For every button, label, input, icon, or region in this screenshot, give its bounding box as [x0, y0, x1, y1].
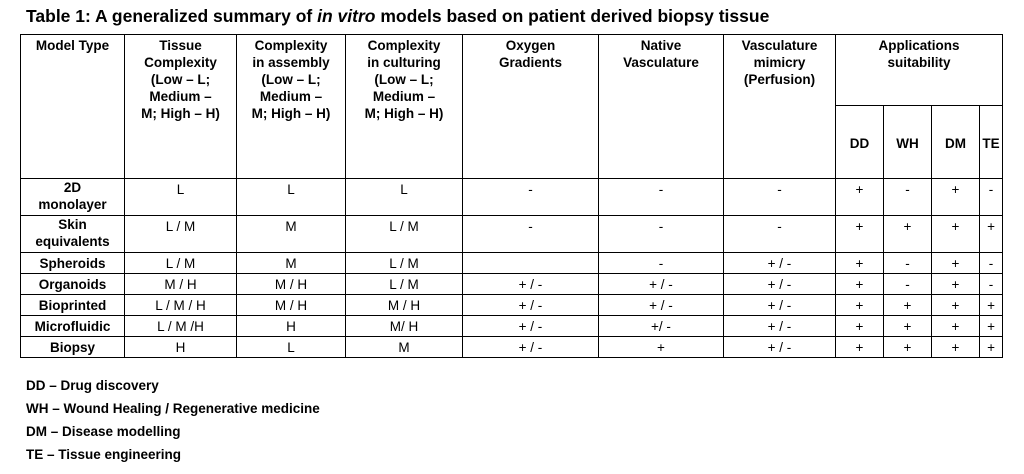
- cell-wh: +: [884, 316, 932, 337]
- cell-mimicry: + / -: [724, 337, 836, 358]
- cell-dd: +: [836, 179, 884, 216]
- title-text-italic: in vitro: [317, 6, 376, 26]
- model-type-cell: [21, 337, 125, 358]
- header-applications-suitability: [836, 35, 1003, 106]
- legend-te: TE – Tissue engineering: [26, 447, 182, 462]
- cell-native: -: [599, 216, 724, 253]
- cell-te: -: [980, 253, 1003, 274]
- cell-dm: +: [932, 337, 980, 358]
- model-type-cell: [21, 295, 125, 316]
- cell-oxygen: + / -: [463, 295, 599, 316]
- cell-wh: +: [884, 295, 932, 316]
- header-dm: DM: [932, 106, 980, 179]
- cell-tissue: H: [125, 337, 237, 358]
- cell-te: +: [980, 337, 1003, 358]
- header-model-type: Model Type: [21, 35, 125, 179]
- table-row: [21, 337, 1003, 358]
- header-tissue-complexity: [125, 35, 237, 179]
- cell-native: +/ -: [599, 316, 724, 337]
- cell-oxygen: [463, 253, 599, 274]
- cell-oxygen: -: [463, 216, 599, 253]
- header-line: M; High – H): [141, 106, 220, 121]
- cell-tissue: L / M: [125, 216, 237, 253]
- table-row: [21, 179, 1003, 216]
- header-line: mimicry: [753, 55, 806, 70]
- cell-assembly: M: [237, 253, 346, 274]
- model-type-cell: [21, 253, 125, 274]
- cell-native: +: [599, 337, 724, 358]
- cell-tissue: L / M /H: [125, 316, 237, 337]
- summary-table: [20, 34, 1003, 358]
- header-line: Complexity: [144, 55, 217, 70]
- cell-mimicry: -: [724, 216, 836, 253]
- cell-culturing: M/ H: [346, 316, 463, 337]
- cell-assembly: H: [237, 316, 346, 337]
- cell-oxygen: + / -: [463, 337, 599, 358]
- cell-tissue: L / M / H: [125, 295, 237, 316]
- header-line: Gradients: [498, 55, 563, 70]
- cell-mimicry: + / -: [724, 274, 836, 295]
- cell-native: + / -: [599, 295, 724, 316]
- header-oxygen-gradients: [463, 35, 599, 179]
- header-line: (Low – L;: [150, 72, 211, 87]
- header-line: suitability: [887, 55, 951, 70]
- cell-mimicry: -: [724, 179, 836, 216]
- model-type-cell: [21, 179, 125, 216]
- cell-te: +: [980, 295, 1003, 316]
- cell-te: +: [980, 316, 1003, 337]
- header-line: Medium –: [149, 89, 212, 104]
- model-type-cell: [21, 316, 125, 337]
- title-text-start: Table 1: A generalized summary of: [26, 6, 318, 26]
- header-line: in culturing: [367, 55, 441, 70]
- model-type-cell: [21, 216, 125, 253]
- header-line: M; High – H): [251, 106, 331, 121]
- legend-wh: WH – Wound Healing / Regenerative medicine: [26, 401, 320, 416]
- cell-te: -: [980, 274, 1003, 295]
- header-line: Vasculature: [623, 55, 699, 70]
- cell-oxygen: + / -: [463, 274, 599, 295]
- table-row: [21, 216, 1003, 253]
- cell-assembly: M / H: [237, 274, 346, 295]
- header-line: (Low – L;: [374, 72, 434, 87]
- header-line: Medium –: [372, 89, 436, 104]
- cell-oxygen: -: [463, 179, 599, 216]
- cell-dd: +: [836, 216, 884, 253]
- cell-wh: +: [884, 337, 932, 358]
- cell-culturing: L: [346, 179, 463, 216]
- header-line: Complexity: [367, 38, 441, 53]
- header-line: Oxygen: [505, 38, 556, 53]
- cell-dm: +: [932, 216, 980, 253]
- table-row: [21, 316, 1003, 337]
- cell-assembly: L: [237, 179, 346, 216]
- header-line: (Low – L;: [261, 72, 321, 87]
- header-line: Vasculature: [741, 38, 818, 53]
- cell-culturing: M / H: [346, 295, 463, 316]
- cell-native: -: [599, 253, 724, 274]
- table-row: [21, 274, 1003, 295]
- cell-wh: -: [884, 253, 932, 274]
- model-type-line: 2D: [63, 180, 82, 195]
- cell-assembly: M: [237, 216, 346, 253]
- cell-assembly: L: [237, 337, 346, 358]
- cell-culturing: L / M: [346, 274, 463, 295]
- header-vasculature-mimicry: [724, 35, 836, 179]
- cell-dm: +: [932, 316, 980, 337]
- header-line: (Perfusion): [743, 72, 816, 87]
- cell-wh: -: [884, 274, 932, 295]
- cell-culturing: L / M: [346, 216, 463, 253]
- legend-dd: DD – Drug discovery: [26, 378, 159, 393]
- model-type-cell: [21, 274, 125, 295]
- header-line: Medium –: [259, 89, 323, 104]
- model-type-line: Bioprinted: [38, 297, 107, 313]
- cell-wh: +: [884, 216, 932, 253]
- cell-culturing: L / M: [346, 253, 463, 274]
- header-line: Complexity: [254, 38, 328, 53]
- header-line: Tissue: [159, 38, 202, 53]
- model-type-line: Organoids: [38, 276, 107, 292]
- header-wh: WH: [884, 106, 932, 179]
- model-type-line: Spheroids: [39, 255, 106, 271]
- cell-dm: +: [932, 253, 980, 274]
- model-type-line: Skin: [58, 217, 87, 232]
- cell-dd: +: [836, 316, 884, 337]
- cell-dd: +: [836, 253, 884, 274]
- cell-culturing: M: [346, 337, 463, 358]
- legend-dm: DM – Disease modelling: [26, 424, 181, 439]
- cell-tissue: L / M: [125, 253, 237, 274]
- cell-te: +: [980, 216, 1003, 253]
- table-row: [21, 253, 1003, 274]
- cell-tissue: L: [125, 179, 237, 216]
- cell-wh: -: [884, 179, 932, 216]
- cell-mimicry: + / -: [724, 253, 836, 274]
- cell-assembly: M / H: [237, 295, 346, 316]
- cell-dm: +: [932, 179, 980, 216]
- header-te: TE: [980, 106, 1003, 179]
- cell-dd: +: [836, 274, 884, 295]
- model-type-line: monolayer: [38, 197, 107, 212]
- header-line: in assembly: [252, 55, 330, 70]
- header-complexity-culturing: [346, 35, 463, 179]
- cell-mimicry: + / -: [724, 316, 836, 337]
- cell-oxygen: + / -: [463, 316, 599, 337]
- header-native-vasculature: [599, 35, 724, 179]
- model-type-line: Biopsy: [49, 339, 95, 355]
- cell-te: -: [980, 179, 1003, 216]
- cell-native: -: [599, 179, 724, 216]
- cell-dd: +: [836, 295, 884, 316]
- model-type-line: equivalents: [35, 234, 110, 249]
- title-text-end: models based on patient derived biopsy tissue: [375, 6, 770, 26]
- header-line: Applications: [878, 38, 960, 53]
- model-type-line: Microfluidic: [34, 318, 111, 334]
- cell-dd: +: [836, 337, 884, 358]
- cell-dm: +: [932, 295, 980, 316]
- header-dd: DD: [836, 106, 884, 179]
- cell-dm: +: [932, 274, 980, 295]
- cell-tissue: M / H: [125, 274, 237, 295]
- cell-mimicry: + / -: [724, 295, 836, 316]
- header-complexity-assembly: [237, 35, 346, 179]
- cell-native: + / -: [599, 274, 724, 295]
- table-title: [26, 6, 769, 27]
- table-row: [21, 295, 1003, 316]
- header-line: M; High – H): [364, 106, 444, 121]
- header-line: Native: [640, 38, 682, 53]
